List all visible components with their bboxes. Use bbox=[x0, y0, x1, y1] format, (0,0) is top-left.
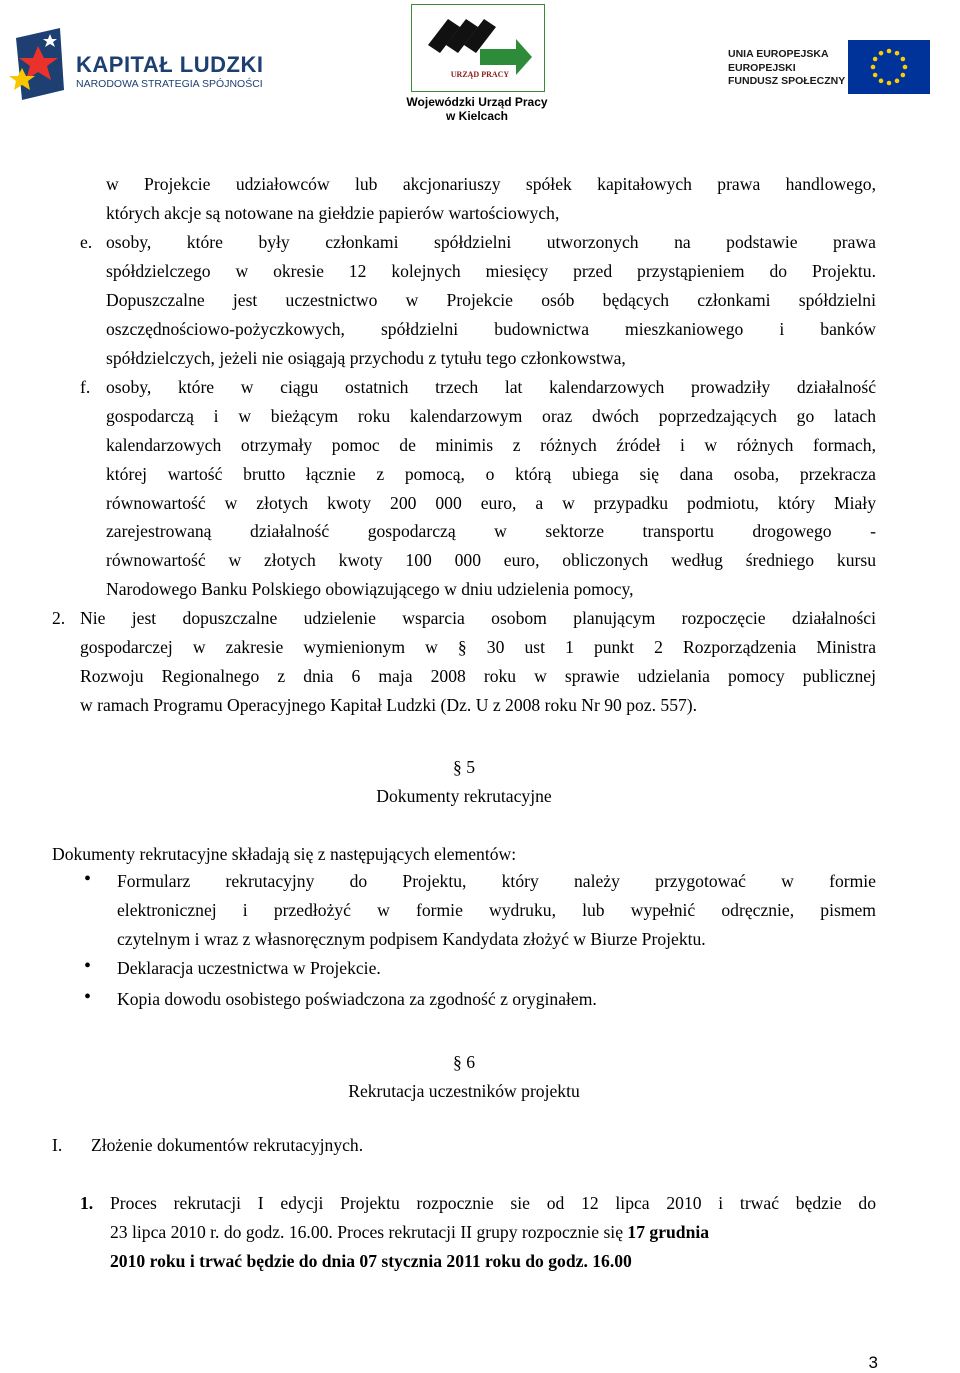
eu-star-icon bbox=[901, 57, 906, 62]
item-2-line: Nie jest dopuszczalne udzielenie wsparcia osobom planującym rozpoczęcie działalności bbox=[80, 608, 876, 628]
continuation-line-2: których akcje są notowane na giełdzie papierów wartościowych, bbox=[106, 203, 560, 223]
bullet-3-text: Kopia dowodu osobistego poświadczona za zgodność z oryginałem. bbox=[117, 989, 597, 1009]
subsection-marker: I. bbox=[52, 1135, 63, 1155]
item-1-line: Proces rekrutacji I edycji Projektu rozpocznie sie od 12 lipca 2010 i trwać będzie do bbox=[110, 1193, 876, 1213]
eu-star-icon bbox=[895, 51, 900, 56]
bullet-icon: • bbox=[84, 955, 92, 977]
item-1-line2-bold: 17 grudnia bbox=[627, 1222, 710, 1242]
item-e-line: oszczędnościowo-pożyczkowych, spółdzielni budownictwa mieszkaniowego i banków bbox=[106, 319, 876, 339]
item-1-marker: 1. bbox=[80, 1193, 94, 1213]
item-2-line: gospodarczej w zakresie wymienionym w § 30 ust 1 punkt 2 Rozporządzenia Ministra bbox=[80, 637, 876, 657]
section-6-title: Rekrutacja uczestników projektu bbox=[348, 1081, 580, 1101]
bullet-2-text: Deklaracja uczestnictwa w Projekcie. bbox=[117, 958, 381, 978]
item-1-line3-bold: 2010 roku i trwać będzie do dnia 07 stycznia 2011 roku do godz. 16.00 bbox=[110, 1251, 632, 1271]
continuation-line-1: w Projekcie udziałowców lub akcjonariuszy spółek kapitałowych prawa handlowego, bbox=[106, 174, 876, 194]
ue-label-line3: FUNDUSZ SPOŁECZNY bbox=[728, 75, 846, 87]
ue-label-line2: EUROPEJSKI bbox=[728, 62, 796, 74]
item-e-marker: e. bbox=[80, 232, 93, 252]
eu-star-icon bbox=[895, 79, 900, 84]
section-5-intro: Dokumenty rekrutacyjne składają się z następujących elementów: bbox=[52, 844, 517, 864]
section-6-number: § 6 bbox=[453, 1052, 475, 1072]
page-number: 3 bbox=[868, 1353, 878, 1372]
item-1-line2-normal: 23 lipca 2010 r. do godz. 16.00. Proces rekrutacji II grupy rozpocznie się bbox=[110, 1222, 628, 1242]
item-e-line: spółdzielczego w okresie 12 kolejnych miesięcy przed przystąpieniem do Projektu. bbox=[106, 261, 876, 281]
item-f-line: osoby, które w ciągu ostatnich trzech lat kalendarzowych prowadziły działalność bbox=[106, 377, 876, 397]
item-f-marker: f. bbox=[80, 377, 91, 397]
eu-star-icon bbox=[903, 65, 908, 70]
item-f-line: równowartość w złotych kwoty 100 000 euro, obliczonych według średniego kursu bbox=[106, 550, 876, 570]
eu-star-icon bbox=[887, 49, 892, 54]
section-5-title: Dokumenty rekrutacyjne bbox=[376, 786, 552, 806]
item-f-line: zarejestrowaną działalność gospodarczą w sektorze transportu drogowego - bbox=[106, 521, 876, 541]
eu-flag-icon bbox=[848, 40, 930, 94]
item-f-line: kalendarzowych otrzymały pomoc de minimis z różnych źródeł i w różnych formach, bbox=[106, 435, 876, 455]
page-header bbox=[0, 0, 960, 130]
item-f-line: Narodowego Banku Polskiego obowiązującego w dniu udzielenia pomocy, bbox=[106, 579, 634, 599]
urzad-pracy-logo bbox=[411, 4, 545, 92]
urzad-logo-text: URZĄD PRACY bbox=[450, 70, 510, 79]
eu-star-icon bbox=[887, 81, 892, 86]
item-e-line: spółdzielczych, jeżeli nie osiągają przychodu z tytułu tego członkowstwa, bbox=[106, 348, 626, 368]
urzad-caption-line2: w Kielcach bbox=[445, 109, 509, 123]
bullet-1-line: elektronicznej i przedłożyć w formie wydruku, lub wypełnić odręcznie, pismem bbox=[117, 900, 876, 920]
bullet-icon: • bbox=[84, 868, 92, 890]
eu-star-icon bbox=[901, 73, 906, 78]
eu-star-icon bbox=[879, 51, 884, 56]
item-f-line: gospodarczą i w bieżącym roku kalendarzowym oraz dwóch poprzedzających go latach bbox=[106, 406, 876, 426]
eu-star-icon bbox=[873, 73, 878, 78]
item-2-line: w ramach Programu Operacyjnego Kapitał Ludzki (Dz. U z 2008 roku Nr 90 poz. 557). bbox=[80, 695, 698, 715]
ue-label-line1: UNIA EUROPEJSKA bbox=[728, 48, 829, 60]
eu-star-icon bbox=[871, 65, 876, 70]
bullet-1-line: czytelnym i wraz z własnoręcznym podpisem Kandydata złożyć w Biurze Projektu. bbox=[117, 929, 706, 949]
item-f-line: której wartość brutto łącznie z pomocą, o którą ubiega się dana osoba, przekracza bbox=[106, 464, 876, 484]
kapital-ludzki-subtitle: NARODOWA STRATEGIA SPÓJNOŚCI bbox=[76, 78, 263, 90]
subsection-title: Złożenie dokumentów rekrutacyjnych. bbox=[91, 1135, 364, 1155]
urzad-caption-line1: Wojewódzki Urząd Pracy bbox=[406, 95, 548, 109]
item-1-line bbox=[110, 1222, 876, 1243]
bullet-icon: • bbox=[84, 986, 92, 1008]
eu-star-icon bbox=[873, 57, 878, 62]
item-f-line: równowartość w złotych kwoty 200 000 euro, a w przypadku podmiotu, który Miały bbox=[106, 493, 876, 513]
eu-star-icon bbox=[879, 79, 884, 84]
item-e-line: Dopuszczalne jest uczestnictwo w Projekcie osób będących członkami spółdzielni bbox=[106, 290, 876, 310]
item-e-line: osoby, które były członkami spółdzielni utworzonych na podstawie prawa bbox=[106, 232, 876, 252]
item-2-line: Rozwoju Regionalnego z dnia 6 maja 2008 roku w sprawie udzielania pomocy publicznej bbox=[80, 666, 876, 686]
bullet-1-line: Formularz rekrutacyjny do Projektu, który należy przygotować w formie bbox=[117, 871, 876, 891]
kapital-ludzki-title: KAPITAŁ LUDZKI bbox=[76, 52, 264, 77]
section-5-number: § 5 bbox=[453, 757, 475, 777]
item-2-marker: 2. bbox=[52, 608, 66, 628]
